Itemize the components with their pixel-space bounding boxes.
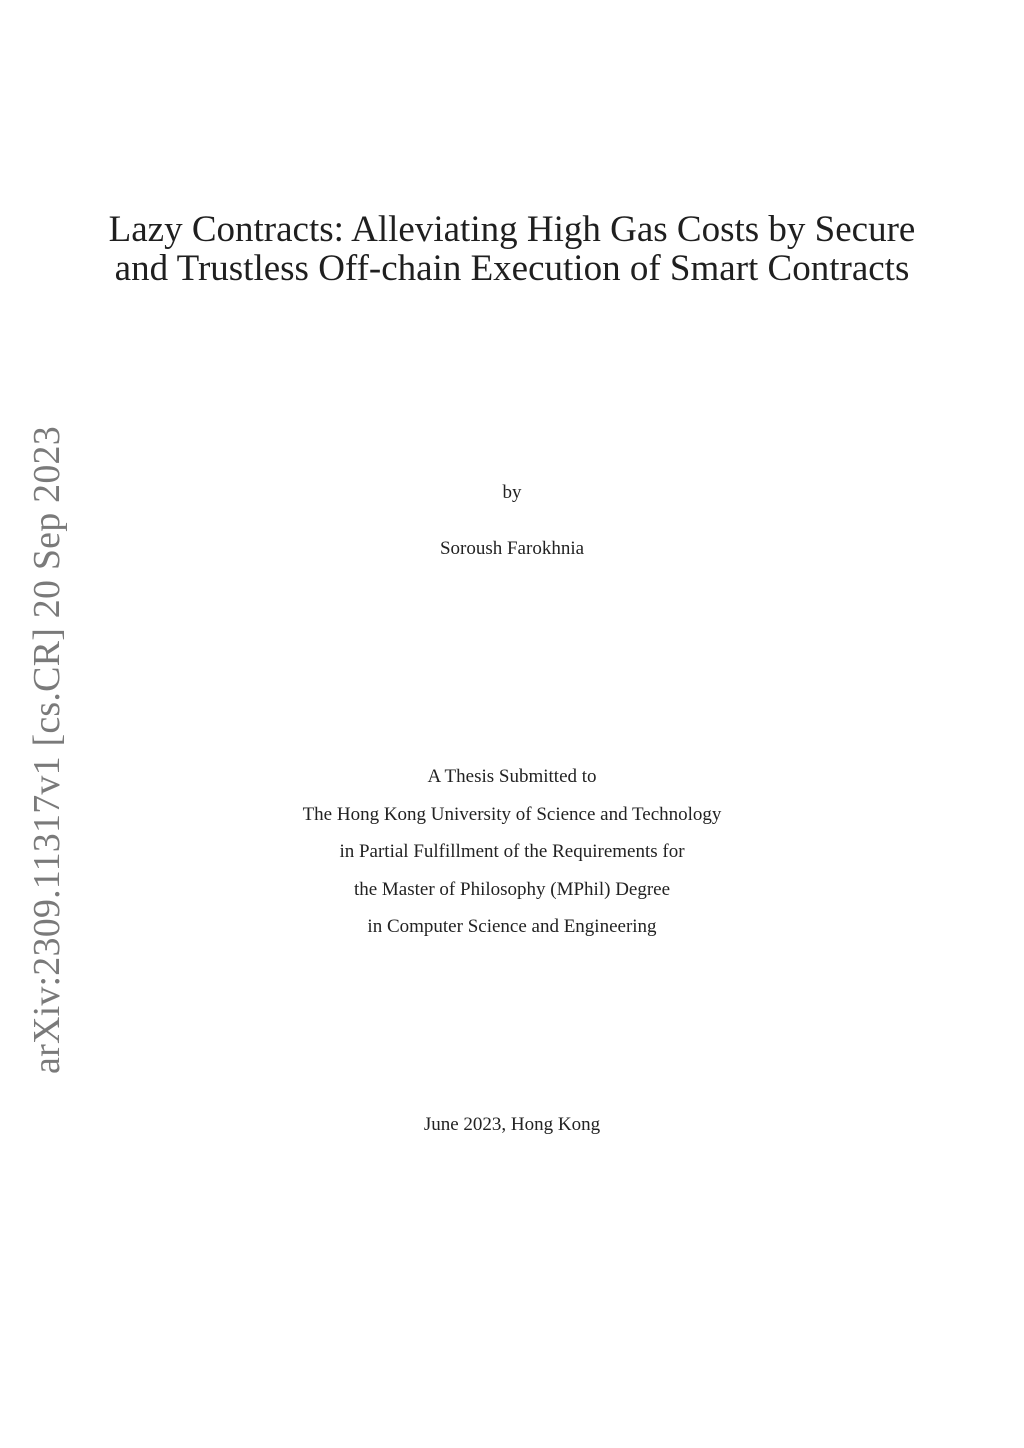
submission-line-3: in Partial Fulfillment of the Requirements for bbox=[339, 841, 685, 862]
submission-line-2: The Hong Kong University of Science and Technology bbox=[302, 803, 722, 825]
submission-line-1: A Thesis Submitted to bbox=[427, 766, 597, 787]
submission-statement bbox=[0, 758, 1024, 946]
submission-line-4: the Master of Philosophy (MPhil) Degree bbox=[353, 878, 671, 900]
title-line-2: and Trustless Off-chain Execution of Smart Contracts bbox=[114, 248, 910, 289]
by-label: by bbox=[502, 482, 522, 503]
submission-line-5: in Computer Science and Engineering bbox=[367, 916, 657, 937]
arxiv-identifier: arXiv:2309.11317v1 [cs.CR] 20 Sep 2023 bbox=[26, 426, 68, 1074]
author-name: Soroush Farokhnia bbox=[439, 538, 585, 559]
thesis-title bbox=[100, 210, 924, 288]
title-line-1: Lazy Contracts: Alleviating High Gas Costs by Secure bbox=[108, 209, 916, 250]
date-and-place: June 2023, Hong Kong bbox=[423, 1114, 601, 1135]
